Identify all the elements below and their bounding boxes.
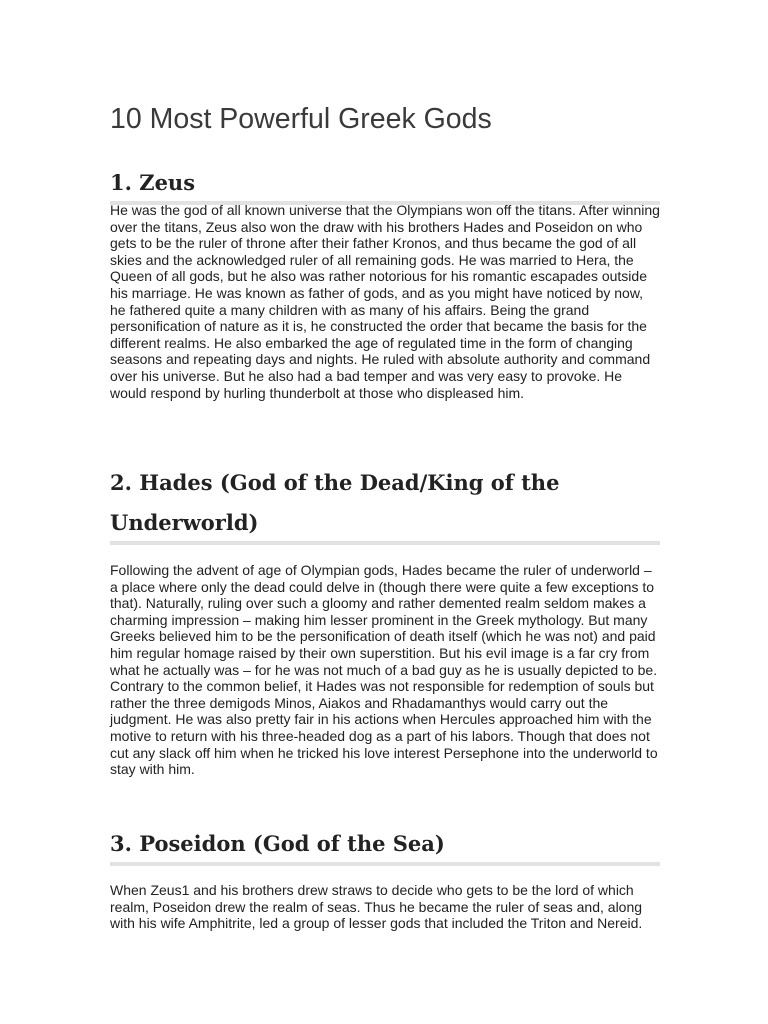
section-body-hades: Following the advent of age of Olympian gods, Hades became the ruler of underworld – a place where only the dead could delve in (though there were quite a few exceptions to that). Naturally, ruling over such a gloomy and rather demented realm seldom makes a charming impression – making him lesser prominent in the Greek mythology. But many Greeks believed him to be the personification of death itself (which he was not) and paid him regular homage raised by their own superstition. But his evil image is a far cry from what he actually was – for he was not much of a bad guy as he is usually depicted to be. Contrary to the common belief, it Hades was not responsible for redemption of souls but rather the three demigods Minos, Aiakos and Rhadamanthys would carry out the judgment. He was also pretty fair in his actions when Hercules approached him with the motive to return with his three-headed dog as a part of his labors. Though that does not cut any slack off him when he tricked his love interest Persephone into the underworld to stay with him. xyxy=(110,562,658,778)
section-heading-hades: 2. Hades (God of the Dead/King of the Underworld) xyxy=(110,463,660,545)
document-title: 10 Most Powerful Greek Gods xyxy=(110,103,492,135)
section-body-poseidon: When Zeus1 and his brothers drew straws to decide who gets to be the lord of which realm, Poseidon drew the realm of seas. Thus he became the ruler of seas and, along with his wife Amphitrite, led a group of lesser gods that included the Triton and Nereid. xyxy=(110,882,643,932)
section-body-zeus: He was the god of all known universe that the Olympians won off the titans. After winning over the titans, Zeus also won the draw with his brothers Hades and Poseidon on who gets to be the ruler of throne after their father Kronos, and thus became the god of all skies and the acknowledged ruler of all remaining gods. He was married to Hera, the Queen of all gods, but he also was rather notorious for his romantic escapades outside his marriage. He was known as father of gods, and as you might have noticed by now, he fathered quite a many children with as many of his affairs. Being the grand personification of nature as it is, he constructed the order that became the basis for the different realms. He also embarked the age of regulated time in the form of changing seasons and repeating days and nights. He ruled with absolute authority and command over his universe. But he also had a bad temper and was very easy to provoke. He would respond by hurling thunderbolt at those who displeased him. xyxy=(110,202,660,401)
section-heading-poseidon: 3. Poseidon (God of the Sea) xyxy=(110,824,660,866)
section-heading-zeus: 1. Zeus xyxy=(110,163,660,205)
